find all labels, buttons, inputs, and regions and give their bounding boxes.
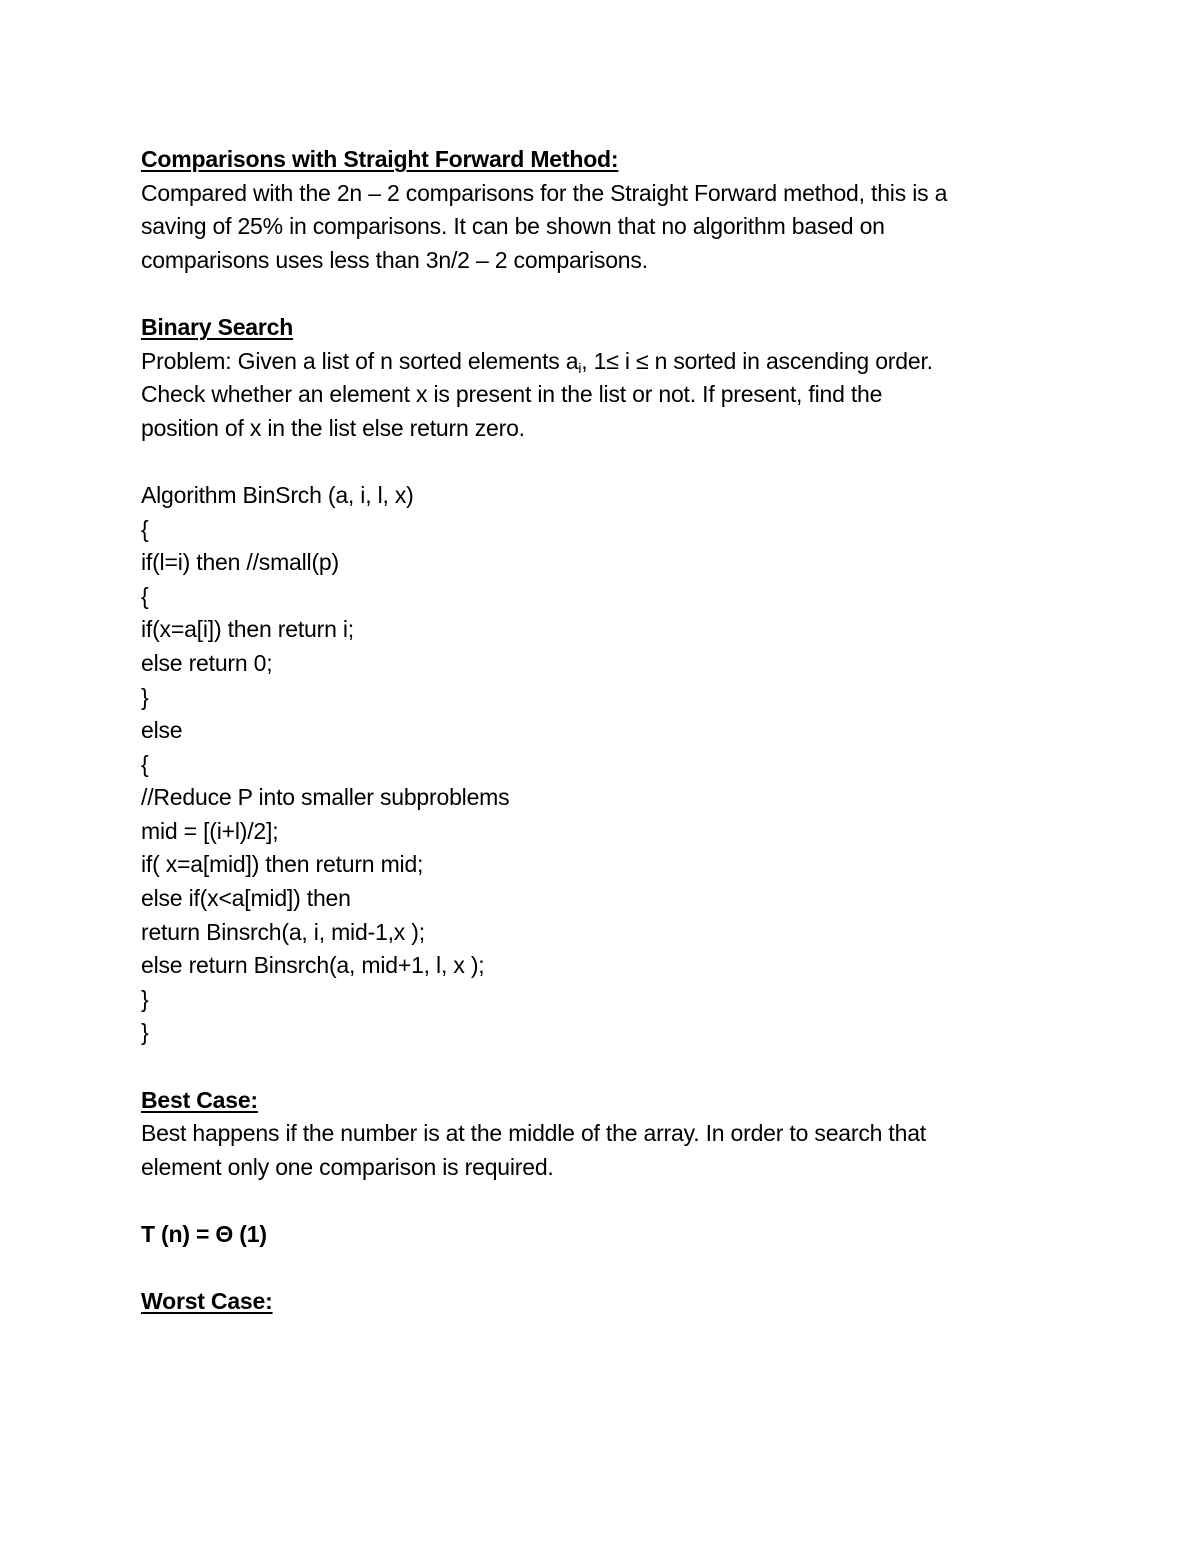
algorithm-line: mid = [(i+l)/2]; [141,817,279,844]
best-case-heading: Best Case: [141,1086,258,1113]
spacer [141,1184,1101,1218]
problem-statement-line: Check whether an element x is present in the list or not. If present, find the [141,381,883,408]
document-content [141,143,1101,1319]
best-case-formula: T (n) = Θ (1) [141,1221,267,1247]
best-case-paragraph-line: element only one comparison is required. [141,1153,554,1180]
spacer [141,277,1101,311]
algorithm-line: else if(x<a[mid]) then [141,885,351,912]
spacer [141,445,1101,479]
algorithm-line: { [141,750,149,777]
problem-statement-line [141,345,1101,379]
algorithm-line: if( x=a[mid]) then return mid; [141,851,424,878]
problem-text: Problem: Given a list of n sorted elements a [141,347,579,374]
algorithm-line: } [141,985,149,1012]
algorithm-line: Algorithm BinSrch (a, i, l, x) [141,481,414,508]
algorithm-line: } [141,683,149,710]
algorithm-line: else [141,717,183,744]
problem-text: , 1≤ i ≤ n sorted in ascending order. [581,347,933,374]
binary-search-heading: Binary Search [141,313,294,340]
spacer [141,1050,1101,1084]
algorithm-line: //Reduce P into smaller subproblems [141,784,510,811]
algorithm-line: if(l=i) then //small(p) [141,549,339,576]
algorithm-line: if(x=a[i]) then return i; [141,616,354,643]
algorithm-line: } [141,1019,149,1046]
best-case-paragraph-line: Best happens if the number is at the middle of the array. In order to search that [141,1120,926,1147]
comparisons-heading: Comparisons with Straight Forward Method: [141,146,619,172]
subscript-i: i [578,359,582,376]
problem-statement-line: position of x in the list else return zero. [141,414,525,441]
worst-case-heading: Worst Case: [141,1288,273,1315]
algorithm-line: return Binsrch(a, i, mid-1,x ); [141,918,425,945]
algorithm-line: { [141,582,149,609]
comparisons-paragraph-line: saving of 25% in comparisons. It can be shown that no algorithm based on [141,213,885,240]
comparisons-paragraph-line: comparisons uses less than 3n/2 – 2 comparisons. [141,246,648,273]
algorithm-line: else return Binsrch(a, mid+1, l, x ); [141,952,485,979]
algorithm-line: { [141,515,149,542]
algorithm-block [141,479,1101,1050]
spacer [141,1252,1101,1286]
algorithm-line: else return 0; [141,649,273,676]
comparisons-paragraph-line: Compared with the 2n – 2 comparisons for the Straight Forward method, this is a [141,179,948,206]
